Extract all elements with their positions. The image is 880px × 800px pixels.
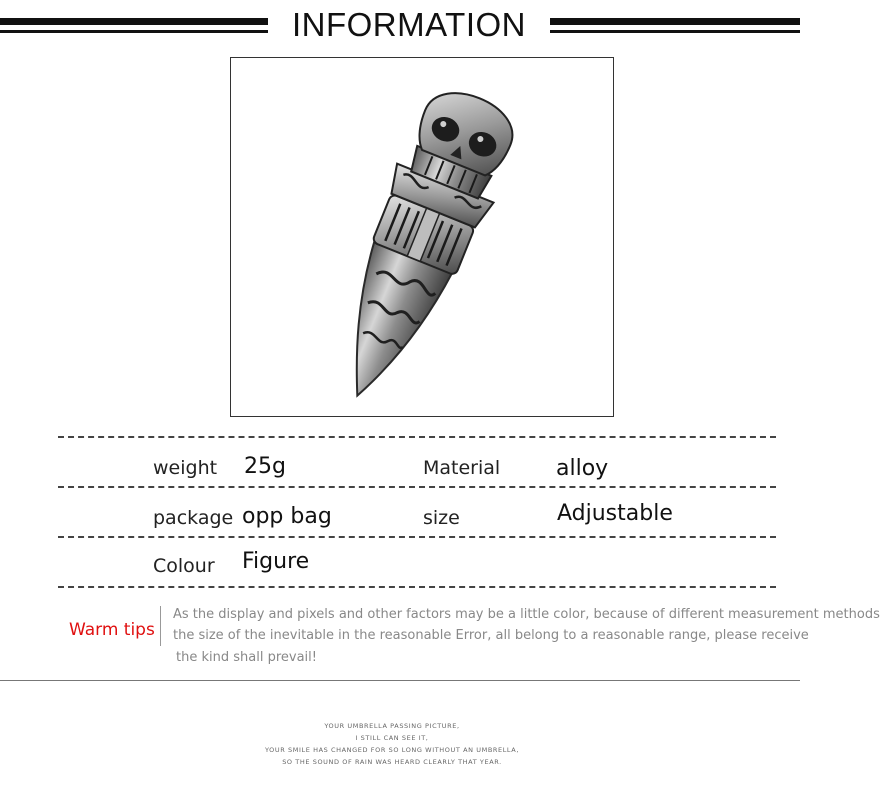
warm-tips-divider bbox=[160, 606, 161, 646]
spec-value-colour: Figure bbox=[242, 549, 310, 574]
spec-value-size: Adjustable bbox=[557, 501, 673, 526]
spec-value-package: opp bag bbox=[242, 504, 332, 529]
spec-label-size: size bbox=[423, 507, 460, 529]
spec-label-package: package bbox=[153, 507, 234, 529]
section-divider bbox=[0, 680, 800, 681]
dotted-divider bbox=[58, 536, 776, 538]
warm-tips-label: Warm tips bbox=[69, 620, 155, 640]
dotted-divider bbox=[58, 436, 776, 438]
spec-label-material: Material bbox=[423, 457, 501, 479]
spec-value-weight: 25g bbox=[244, 454, 286, 479]
page-title: INFORMATION bbox=[291, 6, 527, 43]
dotted-divider bbox=[58, 486, 776, 488]
warm-tips-line: the kind shall prevail! bbox=[176, 650, 317, 665]
warm-tips-line: As the display and pixels and other factors may be a little color, because of different measurement methods bbox=[173, 607, 880, 622]
warm-tips-line: the size of the inevitable in the reasonable Error, all belong to a reasonable range, please receive bbox=[173, 628, 809, 643]
spec-label-colour: Colour bbox=[153, 555, 215, 577]
header-rule-left bbox=[0, 18, 268, 35]
skull-ring-illustration bbox=[231, 58, 615, 418]
footer-text-line: YOUR UMBRELLA PASSING PICTURE, bbox=[324, 722, 460, 730]
product-image bbox=[230, 57, 614, 417]
spec-value-material: alloy bbox=[556, 456, 609, 481]
dotted-divider bbox=[58, 586, 776, 588]
footer-text-line: I STILL CAN SEE IT, bbox=[355, 734, 429, 742]
header-rule-right bbox=[550, 18, 800, 35]
spec-label-weight: weight bbox=[153, 457, 218, 479]
footer-text-line: SO THE SOUND OF RAIN WAS HEARD CLEARLY THAT YEAR. bbox=[282, 758, 502, 766]
footer-text-line: YOUR SMILE HAS CHANGED FOR SO LONG WITHOUT AN UMBRELLA, bbox=[264, 746, 520, 754]
